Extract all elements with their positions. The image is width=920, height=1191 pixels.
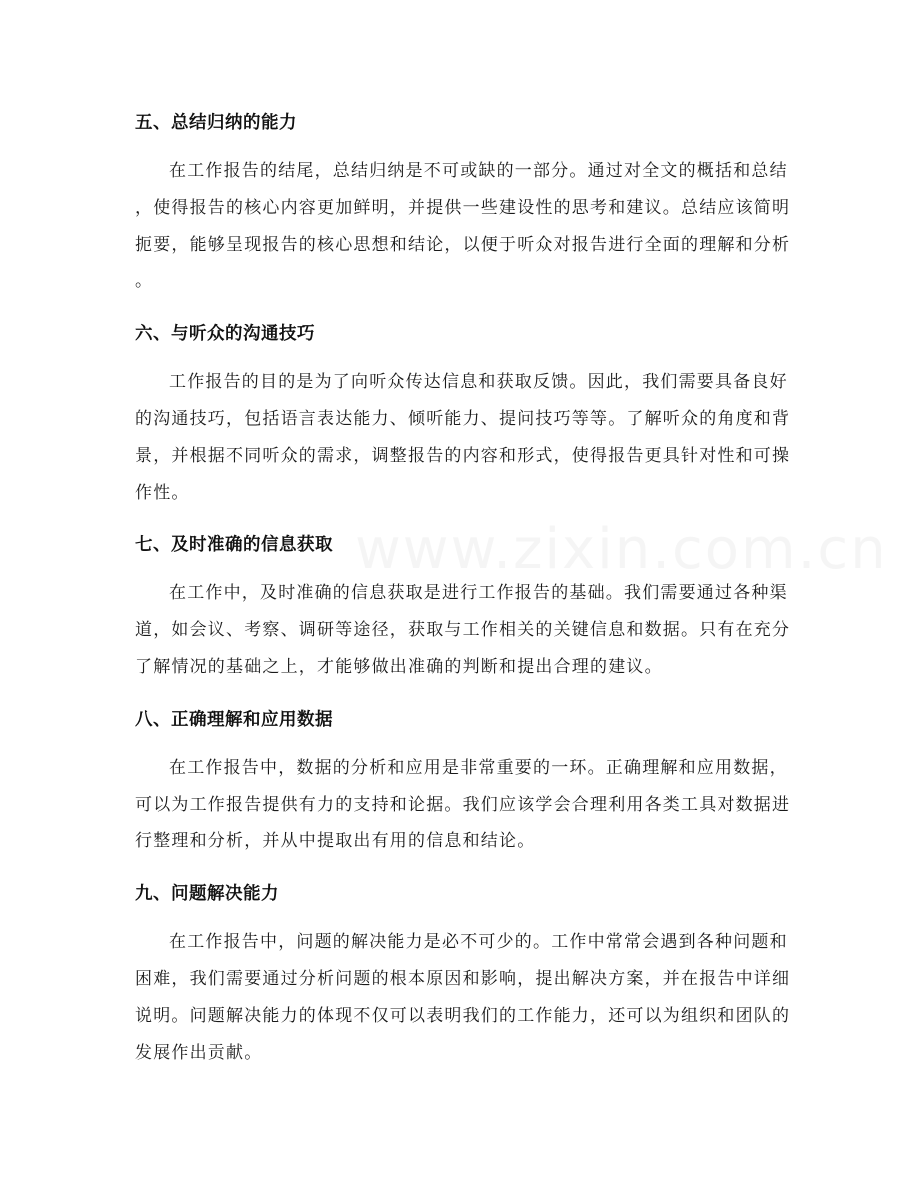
paragraph-line: 的沟通技巧，包括语言表达能力、倾听能力、提问技巧等等。了解听众的角度和背 xyxy=(135,408,791,429)
section-8 xyxy=(135,700,791,860)
section-7 xyxy=(135,525,791,685)
paragraph-line: 了解情况的基础之上，才能够做出准确的判断和提出合理的建议。 xyxy=(135,656,663,677)
paragraph-line: 在工作报告的结尾，总结归纳是不可或缺的一部分。通过对全文的概括和总结 xyxy=(169,161,788,181)
paragraph-line: ，使得报告的核心内容更加鲜明，并提供一些建设性的思考和建议。总结应该简明 xyxy=(135,197,791,218)
paragraph-line: 在工作报告中，数据的分析和应用是非常重要的一环。正确理解和应用数据， xyxy=(169,757,788,778)
paragraph-line: 工作报告的目的是为了向听众传达信息和获取反馈。因此，我们需要具备良好 xyxy=(169,372,788,393)
paragraph-line: 行整理和分析，并从中提取出有用的信息和结论。 xyxy=(135,831,536,852)
section-paragraph xyxy=(135,924,791,1071)
section-6 xyxy=(135,314,791,511)
section-5 xyxy=(135,103,791,300)
paragraph-line: 。 xyxy=(135,271,154,292)
section-paragraph xyxy=(135,575,791,685)
paragraph-line: 在工作中，及时准确的信息获取是进行工作报告的基础。我们需要通过各种渠 xyxy=(169,583,788,604)
paragraph-line: 在工作报告中，问题的解决能力是必不可少的。工作中常常会遇到各种问题和 xyxy=(169,932,788,953)
section-9 xyxy=(135,874,791,1071)
section-title: 五、总结归纳的能力 xyxy=(135,113,297,133)
watermark: www.zixin.com.cn xyxy=(355,517,888,582)
paragraph-line: 景，并根据不同听众的需求，调整报告的内容和形式，使得报告更具针对性和可操 xyxy=(135,445,791,466)
section-paragraph xyxy=(135,750,791,860)
section-title: 七、及时准确的信息获取 xyxy=(135,535,333,556)
paragraph-line: 可以为工作报告提供有力的支持和论据。我们应该学会合理利用各类工具对数据进 xyxy=(135,794,791,815)
section-title: 九、问题解决能力 xyxy=(135,884,279,905)
section-paragraph xyxy=(135,364,791,511)
document-body xyxy=(135,103,791,1071)
paragraph-line: 扼要，能够呈现报告的核心思想和结论，以便于听众对报告进行全面的理解和分析 xyxy=(135,234,791,255)
section-title: 八、正确理解和应用数据 xyxy=(135,709,333,730)
paragraph-line: 困难，我们需要通过分析问题的根本原因和影响，提出解决方案，并在报告中详细 xyxy=(135,968,791,989)
paragraph-line: 发展作出贡献。 xyxy=(135,1042,263,1063)
section-paragraph xyxy=(135,153,791,300)
paragraph-line: 道，如会议、考察、调研等途径，获取与工作相关的关键信息和数据。只有在充分 xyxy=(135,620,791,641)
paragraph-line: 作性。 xyxy=(135,482,190,503)
section-title: 六、与听众的沟通技巧 xyxy=(135,324,315,345)
paragraph-line: 说明。问题解决能力的体现不仅可以表明我们的工作能力，还可以为组织和团队的 xyxy=(135,1005,791,1026)
